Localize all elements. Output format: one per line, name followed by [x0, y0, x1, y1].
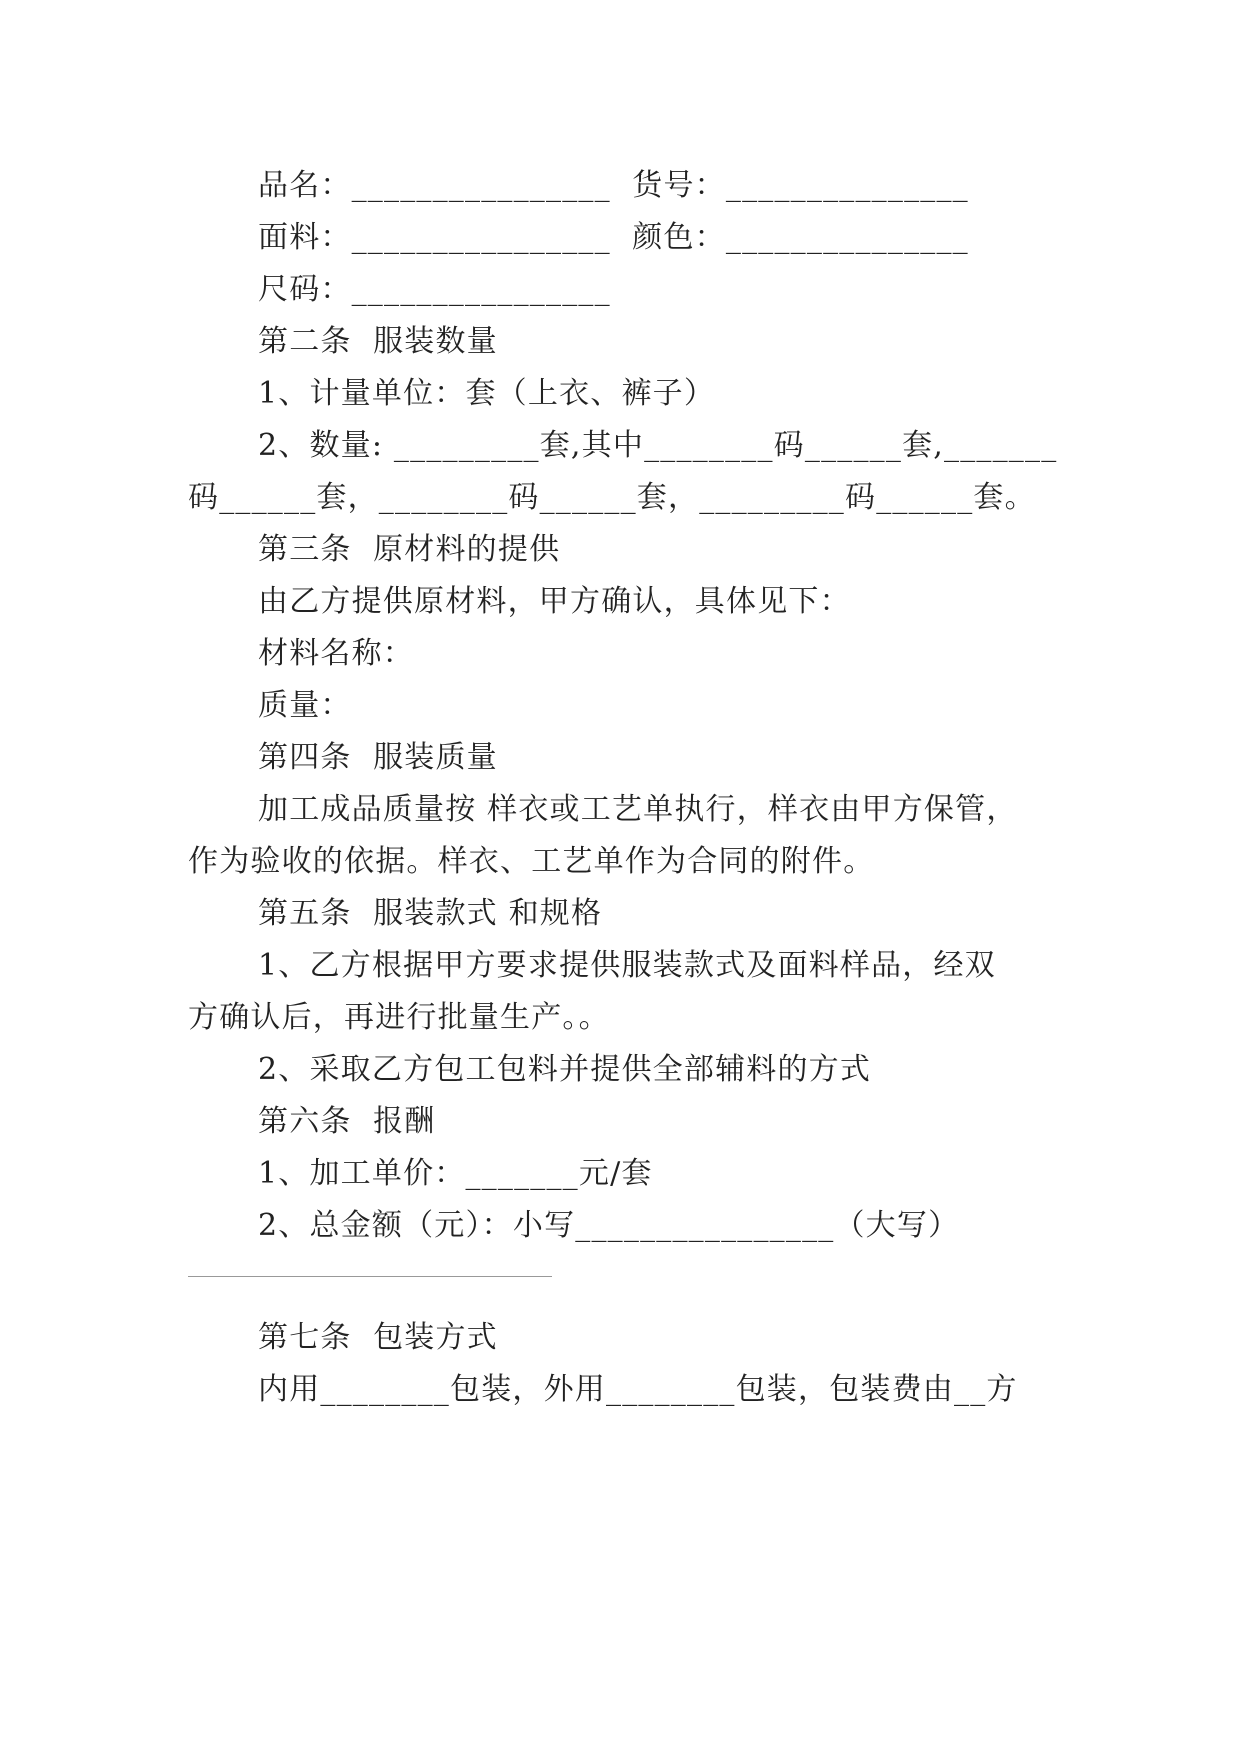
material-name-line: 材料名称： — [258, 636, 414, 671]
amount-blank-rule — [188, 1276, 552, 1277]
quantity-line-continued: 码______套，________码______套，_________码______套。 — [188, 480, 1036, 515]
style-sample-line-continued: 方确认后，再进行批量生产。。 — [188, 1000, 610, 1035]
quality-standard-line: 加工成品质量按 样衣或工艺单执行，样衣由甲方保管， — [258, 792, 1018, 827]
fabric-and-color-line: 面料：________________ 颜色：_______________ — [258, 220, 969, 255]
style-sample-line: 1、乙方根据甲方要求提供服装款式及面料样品，经双 — [258, 948, 996, 983]
labor-and-materials-line: 2、采取乙方包工包料并提供全部辅料的方式 — [258, 1052, 872, 1087]
quantity-line: 2、数量: _________套,其中________码______套,_______ — [258, 428, 1058, 463]
packaging-line: 内用________包装，外用________包装，包装费由__方 — [258, 1372, 1018, 1407]
article-2-heading: 第二条 服装数量 — [258, 324, 498, 359]
unit-price-line: 1、加工单价：_______元/套 — [258, 1156, 653, 1191]
article-5-heading: 第五条 服装款式 和规格 — [258, 896, 603, 931]
article-4-heading: 第四条 服装质量 — [258, 740, 498, 775]
total-amount-line: 2、总金额（元）：小写________________（大写） — [258, 1208, 960, 1243]
article-7-heading: 第七条 包装方式 — [258, 1320, 498, 1355]
product-name-and-item-number-line: 品名：________________ 货号：_______________ — [258, 168, 969, 203]
article-6-heading: 第六条 报酬 — [258, 1104, 436, 1139]
article-3-heading: 第三条 原材料的提供 — [258, 532, 561, 567]
unit-of-measure-line: 1、计量单位：套（上衣、裤子） — [258, 376, 716, 411]
raw-material-supply-line: 由乙方提供原材料，甲方确认，具体见下： — [258, 584, 851, 619]
size-line: 尺码：________________ — [258, 272, 611, 307]
quality-standard-line-continued: 作为验收的依据。样衣、工艺单作为合同的附件。 — [188, 844, 875, 879]
quality-line: 质量： — [258, 688, 352, 723]
